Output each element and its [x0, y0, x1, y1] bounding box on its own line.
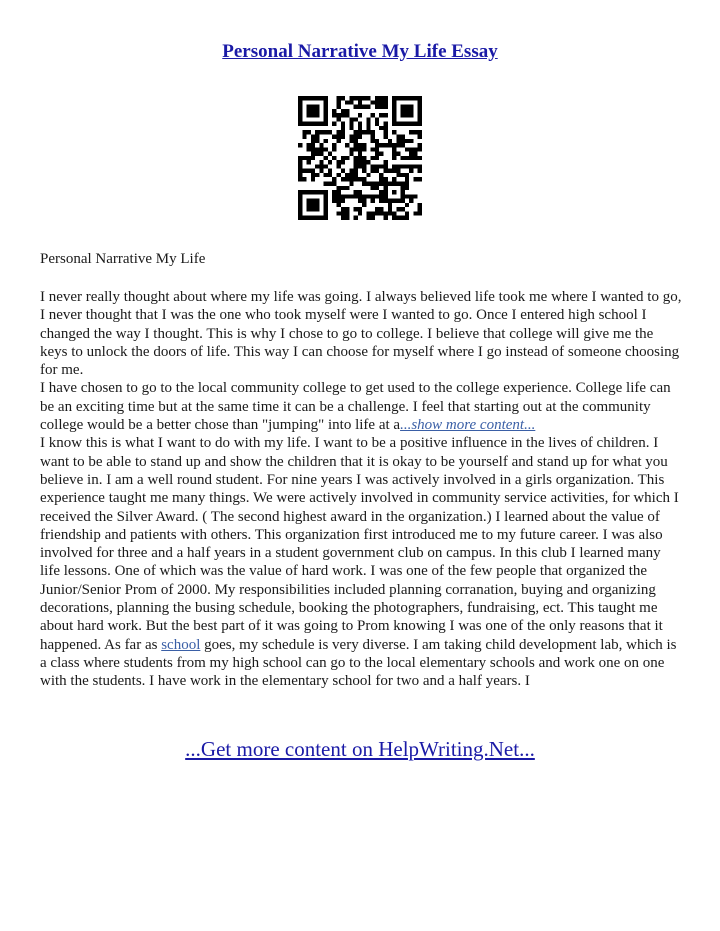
qr-code-graphic [298, 96, 422, 220]
qr-code-icon [298, 96, 422, 220]
essay-subtitle: Personal Narrative My Life [40, 251, 206, 267]
school-link[interactable]: school [161, 636, 201, 653]
essay-paragraph-1: I never really thought about where my life was going. I always believed life took me where I wanted to go, I never thought that I was the one who took myself were I wanted to go. Once I entered high school I changed the way I thought. This is why I chose to go to college. I believe that college will give me the keys to unlock the doors of life. This way I can choose for myself where I go instead of someone choosing for me. [40, 289, 682, 379]
get-more-content-link[interactable]: ...Get more content on HelpWriting.Net... [185, 737, 535, 761]
essay-paragraph-3-text: I know this is what I want to do with my life. I want to be a positive influence in the lives of children. I want to be able to stand up and show the children that it is okay to be yourself and stand up for what you believe in. I am a well round student. For nine years I was actively involved in a girls organization. This experience taught me many things. We were actively involved in community service activities, for which I received the Silver Award. ( The second highest award in the organization.) I learned about the value of friendship and patients with others. This organization first introduced me to my future career. I was also involved for three and a half years in a student government club on campus. In this club I learned many life lessons. One of which was the value of hard work. I was one of the few people that organized the Junior/Senior Prom of 2000. My responsibilities included planning corranation, buying and organizing decorations, planning the busing schedule, booking the photographers, fundraising, ect. This taught me about hard work. But the best part of it was going to Prom knowing I was one of the only reasons that it happened. As far as [40, 435, 679, 653]
essay-paragraph-3 [40, 434, 682, 690]
essay-paragraph-2 [40, 379, 682, 434]
essay-paragraph-3-tail: goes, my schedule is very diverse. I am taking child development lab, which is a class where students from my high school can go to the local elementary schools and work one on one with the students. I have work in the elementary school for two and a half years. I [40, 636, 677, 690]
essay-paragraph-2-text: I have chosen to go to the local community college to get used to the college experience. College life can be an exciting time but at the same time it can be a challenge. I feel that starting out at the community college would be a better chose than "jumping" into life at a [40, 380, 671, 434]
essay-body [40, 288, 682, 691]
show-more-link[interactable]: ...show more content... [400, 417, 536, 434]
page-title-link[interactable]: Personal Narrative My Life Essay [222, 41, 498, 62]
